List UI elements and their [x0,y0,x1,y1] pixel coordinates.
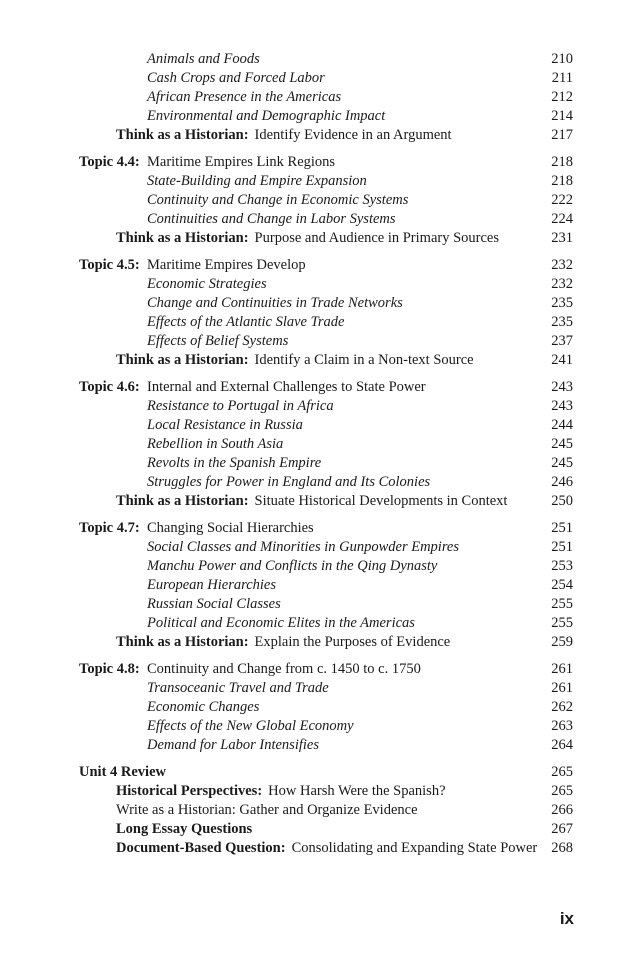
toc-entry [0,454,638,473]
toc-entry [0,378,638,397]
toc-entry [0,614,638,633]
toc-entry [0,50,638,69]
toc-entry-title: Cash Crops and Forced Labor [147,70,325,86]
toc-page-number: 253 [551,558,573,574]
toc-page-number: 231 [551,230,573,246]
toc-entry [0,69,638,88]
toc-page-number: 262 [551,699,573,715]
toc-entry-title: Demand for Labor Intensifies [147,737,319,753]
toc-page-number: 263 [551,718,573,734]
toc-page-number: 246 [551,474,573,490]
toc-entry-title: Effects of Belief Systems [147,333,289,349]
toc-page-number: 243 [551,398,573,414]
feature-title: Explain the Purposes of Evidence [254,634,451,650]
toc-page-number: 235 [551,295,573,311]
toc-entry [0,397,638,416]
toc-entry-title: Internal and External Challenges to State Power [147,379,426,395]
toc-page-number: 268 [551,840,573,856]
toc-page-number: 250 [551,493,573,509]
toc-entry-title: Effects of the Atlantic Slave Trade [147,314,345,330]
toc-page-number: 255 [551,596,573,612]
toc-entry-title: Continuity and Change from c. 1450 to c. 1750 [147,661,421,677]
toc-page-number: 251 [551,539,573,555]
toc-page-number: 261 [551,680,573,696]
feature-title: Write as a Historian: Gather and Organize Evidence [116,802,418,818]
toc-entry [0,820,638,839]
toc-entry-title: Maritime Empires Develop [147,257,306,273]
toc-entry [0,557,638,576]
toc-entry-title: Revolts in the Spanish Empire [147,455,322,471]
toc-page-number: 265 [551,764,573,780]
toc-entry-title [116,801,418,820]
toc-entry-title [116,820,252,839]
feature-label: Think as a Historian: [116,634,249,650]
toc-entry [0,801,638,820]
toc-page-number: 232 [551,257,573,273]
toc-entry [0,172,638,191]
toc-entry-title [116,839,537,858]
toc-page-number: 237 [551,333,573,349]
toc-page-number: 212 [551,89,573,105]
toc-entry [0,153,638,172]
toc-entry-title: Unit 4 Review [79,764,166,780]
toc-entry-title: African Presence in the Americas [147,89,342,105]
toc-entry [0,492,638,511]
toc-page-number: 232 [551,276,573,292]
topic-number: Topic 4.8: [79,661,140,677]
toc-page-number: 217 [551,127,573,143]
toc-entry-title: Local Resistance in Russia [147,417,303,433]
toc-entry [0,538,638,557]
feature-title: Purpose and Audience in Primary Sources [254,230,499,246]
toc-entry-title: Social Classes and Minorities in Gunpowder Empires [147,539,460,555]
toc-entry-title: Russian Social Classes [147,596,281,612]
toc-page-number: 267 [551,821,573,837]
toc-entry [0,763,638,782]
toc-page-number: 259 [551,634,573,650]
feature-label: Think as a Historian: [116,352,249,368]
toc-page-number: 218 [551,154,573,170]
toc-page-number: 245 [551,455,573,471]
toc-entry-title: Animals and Foods [147,51,260,67]
toc-entry [0,107,638,126]
toc-entry-title: Maritime Empires Link Regions [147,154,336,170]
toc-entry [0,473,638,492]
toc-page-number: 251 [551,520,573,536]
table-of-contents [0,50,638,858]
toc-entry [0,782,638,801]
toc-entry [0,435,638,454]
toc-entry [0,126,638,145]
toc-page-number: 222 [551,192,573,208]
feature-label: Long Essay Questions [116,821,253,837]
toc-page-number: 244 [551,417,573,433]
toc-page-number: 243 [551,379,573,395]
toc-entry-title: Economic Strategies [147,276,267,292]
toc-entry [0,698,638,717]
topic-number: Topic 4.4: [79,154,140,170]
toc-page-number: 224 [551,211,573,227]
toc-entry-title: Political and Economic Elites in the Americas [147,615,415,631]
toc-page-number: 261 [551,661,573,677]
toc-entry-title: Environmental and Demographic Impact [147,108,386,124]
feature-title: Consolidating and Expanding State Power [291,840,538,856]
toc-entry-title: Economic Changes [147,699,260,715]
feature-label: Think as a Historian: [116,230,249,246]
feature-label: Document-Based Question: [116,840,286,856]
toc-entry-title [116,126,452,145]
toc-page-number: 245 [551,436,573,452]
toc-entry [0,275,638,294]
toc-entry-title [116,492,507,511]
toc-entry [0,595,638,614]
feature-label: Think as a Historian: [116,493,249,509]
toc-entry [0,660,638,679]
toc-page-number: 264 [551,737,573,753]
toc-entry [0,839,638,858]
toc-entry-title: Effects of the New Global Economy [147,718,354,734]
feature-title: Identify Evidence in an Argument [254,127,452,143]
toc-page-number: 235 [551,314,573,330]
toc-entry [0,633,638,652]
toc-entry [0,576,638,595]
toc-entry-title [116,229,499,248]
toc-entry [0,736,638,755]
toc-entry-title [116,633,450,652]
toc-entry [0,351,638,370]
toc-page-number: 241 [551,352,573,368]
toc-entry-title: Resistance to Portugal in Africa [147,398,334,414]
toc-entry [0,679,638,698]
toc-entry-title: State-Building and Empire Expansion [147,173,367,189]
toc-entry-title: Continuities and Change in Labor Systems [147,211,396,227]
toc-entry [0,519,638,538]
toc-entry-title: European Hierarchies [147,577,276,593]
toc-page-number: 210 [551,51,573,67]
toc-entry [0,294,638,313]
topic-number: Topic 4.7: [79,520,140,536]
toc-entry-title: Manchu Power and Conflicts in the Qing Dynasty [147,558,438,574]
toc-entry [0,229,638,248]
toc-page-number: 266 [551,802,573,818]
toc-entry [0,717,638,736]
topic-number: Topic 4.5: [79,257,140,273]
feature-title: How Harsh Were the Spanish? [268,783,446,799]
toc-entry [0,256,638,275]
toc-page-number: 265 [551,783,573,799]
feature-label: Think as a Historian: [116,127,249,143]
toc-entry-title [116,782,446,801]
toc-page-number: 254 [551,577,573,593]
toc-entry-title: Struggles for Power in England and Its Colonies [147,474,431,490]
toc-entry-title: Rebellion in South Asia [147,436,284,452]
toc-entry [0,88,638,107]
toc-entry-title: Changing Social Hierarchies [147,520,314,536]
toc-entry [0,191,638,210]
feature-title: Identify a Claim in a Non-text Source [254,352,474,368]
toc-entry-title: Transoceanic Travel and Trade [147,680,329,696]
toc-entry [0,210,638,229]
toc-entry [0,332,638,351]
feature-title: Situate Historical Developments in Context [254,493,508,509]
toc-page-number: 218 [551,173,573,189]
toc-entry-title: Change and Continuities in Trade Networks [147,295,403,311]
toc-entry [0,313,638,332]
toc-page-number: 255 [551,615,573,631]
toc-page-number: 211 [551,70,573,86]
toc-entry-title [116,351,474,370]
toc-entry-title: Continuity and Change in Economic Systems [147,192,409,208]
toc-page-number: 214 [551,108,573,124]
toc-entry [0,416,638,435]
page-number: ix [559,909,574,928]
feature-label: Historical Perspectives: [116,783,263,799]
topic-number: Topic 4.6: [79,379,140,395]
